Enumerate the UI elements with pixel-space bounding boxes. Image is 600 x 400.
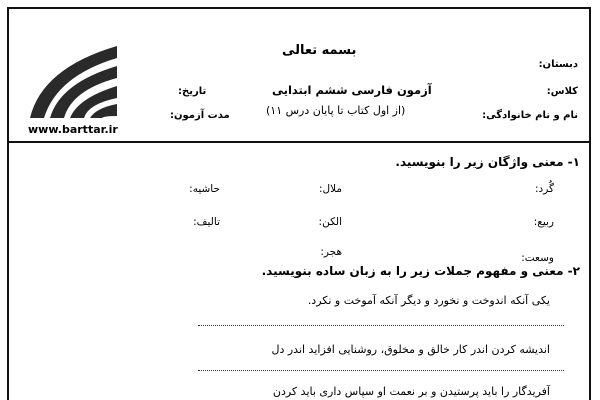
date-label: تاریخ: xyxy=(178,86,207,97)
exam-title: آزمون فارسی ششم ابتدایی xyxy=(272,83,432,97)
sentence-3: آفریدگار را باید پرستیدن و بر نعمت او سپاس داری باید کردن xyxy=(272,385,550,398)
vocab-word-gord: گُرد: xyxy=(534,183,554,195)
vocab-word-hashiyeh: حاشیه: xyxy=(189,183,220,195)
duration-label: مدت آزمون: xyxy=(170,110,230,121)
sentence-1: یکی آنکه اندوخت و نخورد و دیگر آنکه آموخت و نکرد. xyxy=(307,294,550,307)
class-label: کلاس: xyxy=(546,86,578,97)
sentence-2: اندیشه کردن اندر کار خالق و مخلوق، روشنایی افزاید اندر دل xyxy=(271,343,550,356)
website-url: www.barttar.ir xyxy=(28,123,118,136)
exam-range: (از اول کتاب تا پایان درس ۱۱) xyxy=(266,104,406,117)
answer-line-2 xyxy=(198,370,564,371)
vocab-word-rabi: ربیع: xyxy=(533,216,554,228)
vocab-word-alkan: الکن: xyxy=(318,216,342,228)
section2-title: ۲- معنی و مفهوم جملات زیر را به زبان ساده بنویسید. xyxy=(261,264,580,278)
school-label: دبستان: xyxy=(538,59,578,70)
section1-title: ۱- معنی واژگان زیر را بنویسید. xyxy=(395,155,580,169)
barttar-logo-icon xyxy=(22,38,122,124)
answer-line-1 xyxy=(198,325,564,326)
header-divider xyxy=(7,141,591,143)
vocab-word-malal: ملال: xyxy=(318,183,342,195)
vocab-word-vosat: وسعت: xyxy=(521,252,554,264)
student-name-label: نام و نام خانوادگی: xyxy=(482,110,578,121)
vocab-word-hajr: هجر: xyxy=(320,246,342,258)
vocab-word-talif: تالیف: xyxy=(193,216,220,228)
bismillah-heading: بسمه تعالی xyxy=(282,43,357,58)
